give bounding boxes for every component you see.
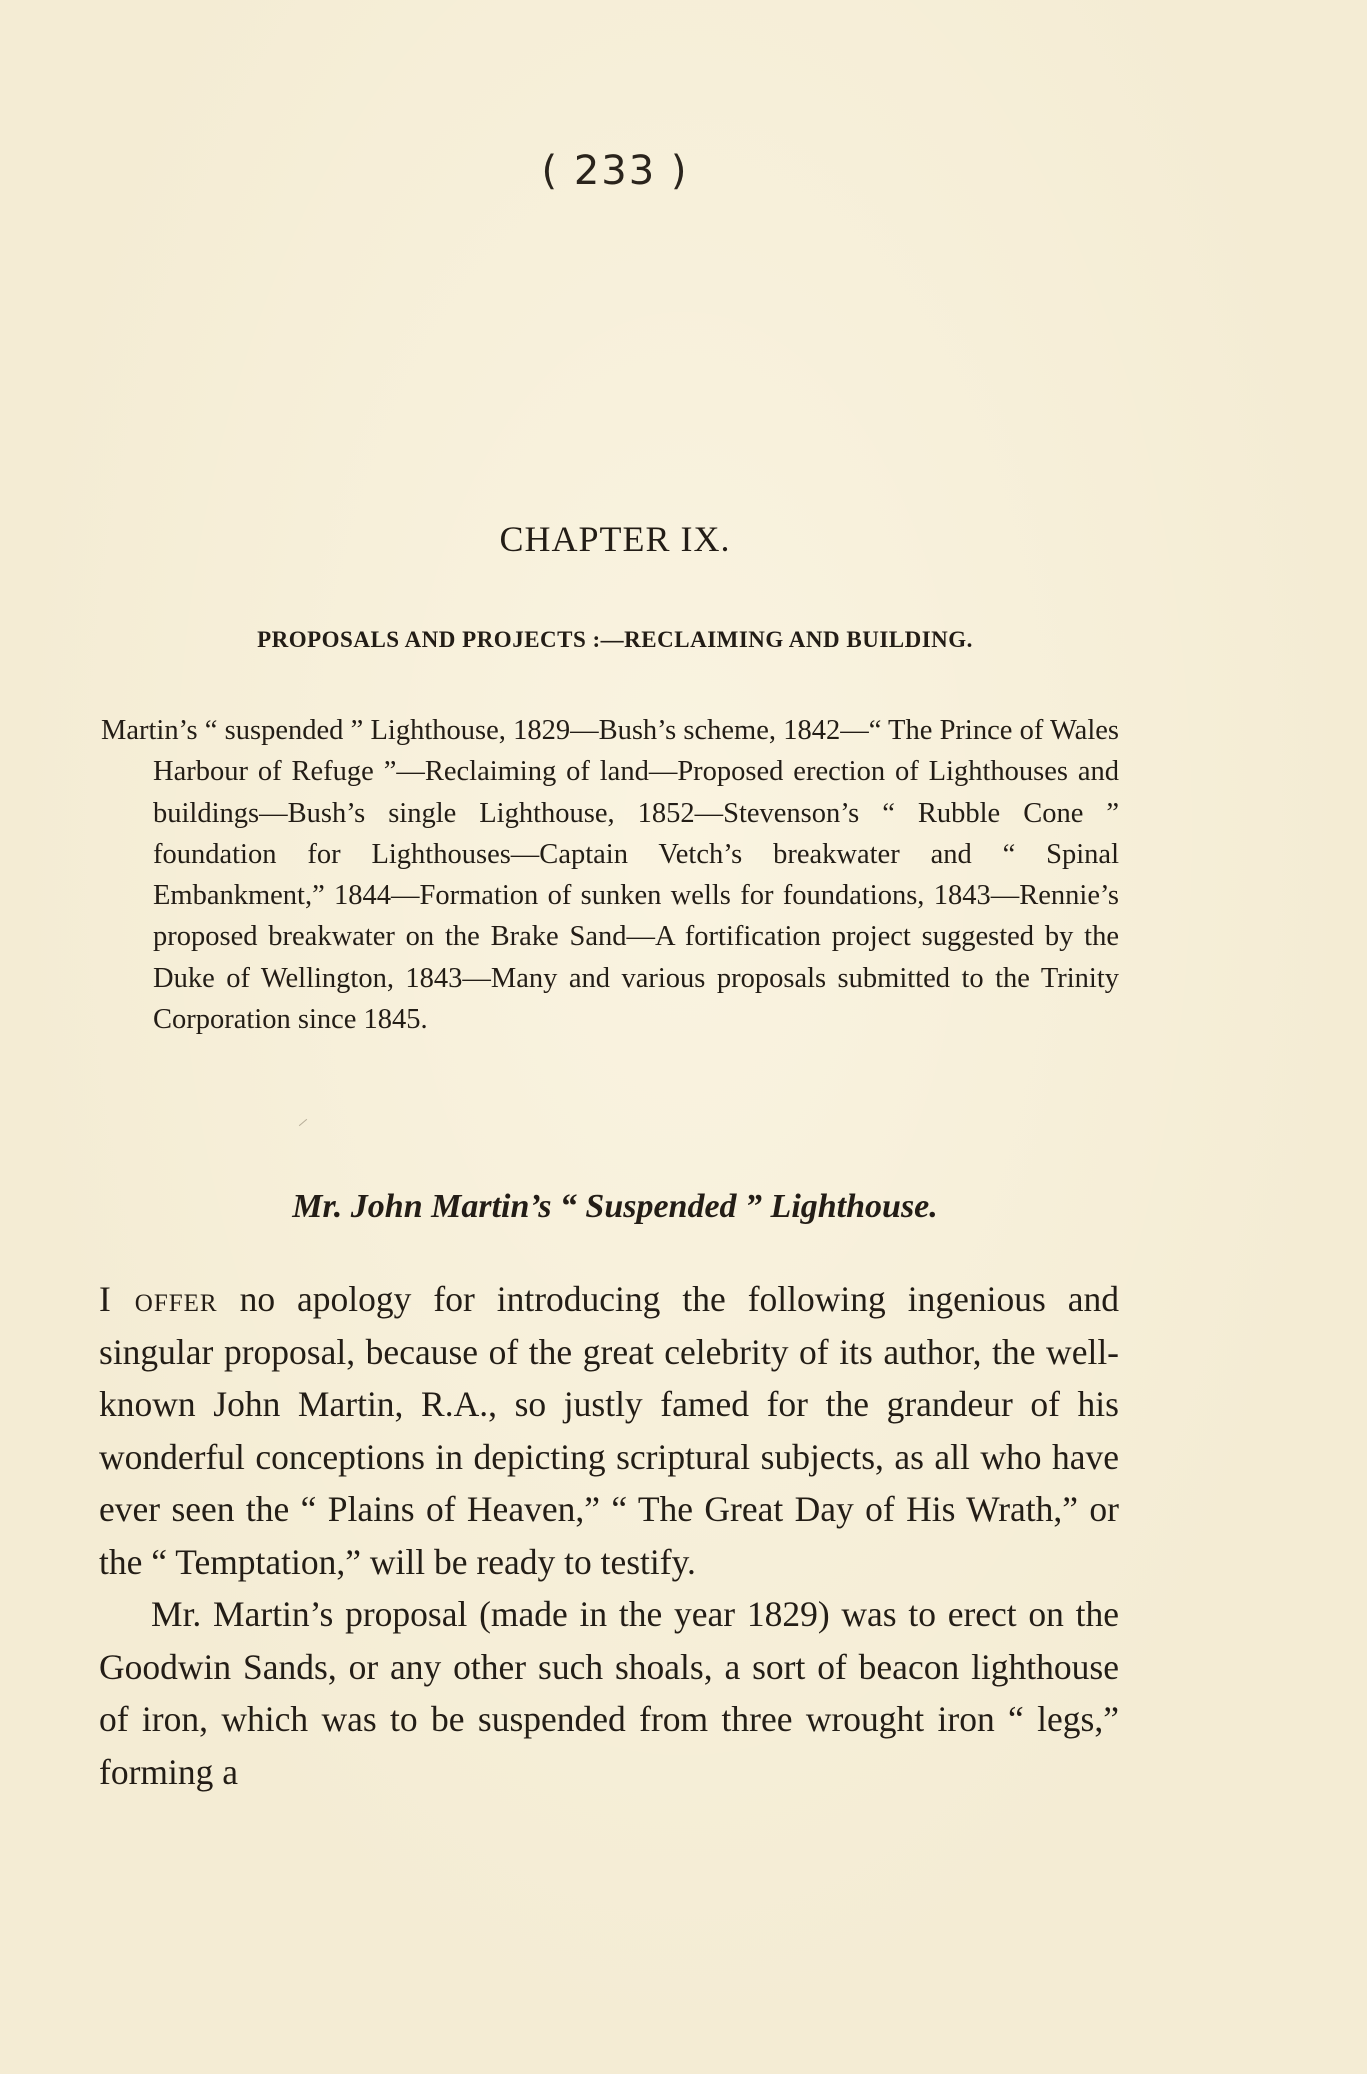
paragraph-1-text: no apology for introducing the following ingenious and singular proposal, because of the great celebrity of its author, the well-known John Martin, R.A., so justly famed for the grandeur of his wonderful conceptions in depicting scriptural subjects, as all who have ever seen the “ Plains of Heaven,” “ The Great Day of His Wrath,” or the “ Temptation,” will be ready to testify. xyxy=(99,1279,1119,1582)
chapter-title: CHAPTER IX. xyxy=(499,519,731,559)
chapter-synopsis: Martin’s “ suspended ” Lighthouse, 1829—Bush’s scheme, 1842—“ The Prince of Wales Harbour of Refuge ”—Reclaiming of land—Proposed erection of Lighthouses and buildings—Bush’s single Lighthouse, 1852—Stevenson’s “ Rubble Cone ” foundation for Lighthouses—Captain Vetch’s breakwater and “ Spinal Embankment,” 1844—Formation of sunken wells for foundations, 1843—Rennie’s proposed breakwater on the Brake Sand—A fortification project suggested by the Duke of Wellington, 1843—Many and various proposals submitted to the Trinity Corporation since 1845. xyxy=(101,715,1119,1036)
paragraph-2: Mr. Martin’s proposal (made in the year 1829) was to erect on the Goodwin Sands, or any other such shoals, a sort of beacon lighthouse of iron, which was to be suspended from three wrought iron “ legs,” forming a xyxy=(99,1594,1119,1792)
chapter-subtitle: PROPOSALS AND PROJECTS :—RECLAIMING AND BUILDING. xyxy=(257,627,973,652)
body-text xyxy=(99,1273,1119,1798)
section-heading: Mr. John Martin’s “ Suspended ” Lighthouse. xyxy=(292,1188,938,1225)
paragraph-1-lead: I offer xyxy=(99,1279,218,1319)
page-number: ( 233 ) xyxy=(541,148,689,194)
printing-mark xyxy=(299,1119,307,1126)
paragraph-1 xyxy=(99,1273,1119,1588)
